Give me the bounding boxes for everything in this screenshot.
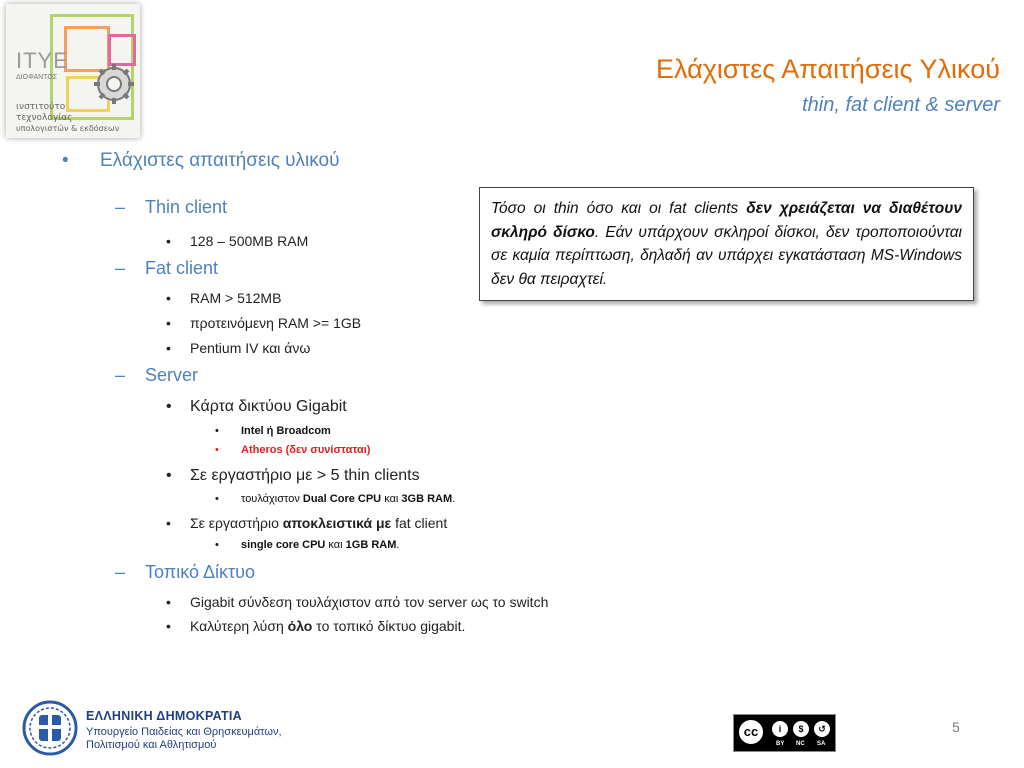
lan-heading: Τοπικό Δίκτυο (145, 562, 255, 582)
logo-line-1: ινστιτούτο (16, 102, 66, 112)
server-lab5: Σε εργαστήριο με > 5 thin clients (190, 467, 420, 484)
main-bullet-text: Ελάχιστες απαιτήσεις υλικού (100, 150, 340, 171)
sharealike-icon: ↺ (812, 719, 832, 739)
server-nic-ok: Intel ή Broadcom (241, 425, 331, 437)
note-box (479, 187, 974, 301)
cpu-spec: Dual Core CPU (302, 493, 382, 505)
note-bold: δεν χρειάζεται να διαθέτουν σκληρό δίσκο (491, 200, 962, 241)
text-and: και (381, 493, 402, 505)
attribution-icon: i (770, 719, 790, 739)
slide-title: Ελάχιστες Απαιτήσεις Υλικού (656, 54, 1000, 84)
thin-ram: 128 – 500MB RAM (190, 233, 309, 249)
license-label-sa: SA (817, 741, 826, 747)
noncommercial-icon: $ (791, 719, 811, 739)
footer-org: ΕΛΛΗΝΙΚΗ ΔΗΜΟΚΡΑΤΙΑ (86, 709, 243, 723)
server-nic-bad: Atheros (δεν συνίσταται) (241, 444, 371, 456)
cc-icon: cc (737, 718, 765, 746)
lan-item-2 (190, 618, 465, 634)
text-end: . (396, 539, 400, 551)
bullet-dot: • (215, 539, 219, 551)
server-labfat (190, 515, 447, 531)
bullet-dot: • (215, 493, 219, 505)
note-text-1: Τόσο οι thin όσο και οι fat clients (491, 200, 747, 217)
ministry-line-1: Υπουργείο Παιδείας και Θρησκευμάτων, (86, 726, 282, 738)
server-labfat-sub (241, 539, 399, 551)
thin-client-heading: Thin client (145, 197, 228, 217)
bullet-dot: • (215, 425, 219, 437)
cpu-spec: single core CPU (241, 539, 326, 551)
bullet-dot: • (166, 340, 171, 356)
license-label-nc: NC (796, 741, 805, 747)
fat-client-heading: Fat client (145, 258, 219, 278)
text-suffix: το τοπικό δίκτυο gigabit. (312, 618, 466, 634)
bullet-dot: • (166, 515, 171, 531)
logo-name-small: ΔΙΟΦΑΝΤΟΣ (16, 74, 58, 81)
logo-line-2: τεχνολογίας (16, 113, 73, 123)
license-label-by: BY (776, 741, 785, 747)
bullet-dot: • (166, 315, 171, 331)
fat-ram-min: RAM > 512MB (190, 290, 282, 306)
note-text-2: . Εάν υπάρχουν σκληροί δίσκοι, δεν τροποποιούνται σε καμία περίπτωση, δηλαδή αν υπάρχει εγκατάσταση MS-Windows δεν θα πειραχτεί. (491, 223, 962, 288)
bullet-dot: • (166, 467, 172, 484)
text-end: . (452, 493, 456, 505)
fat-cpu: Pentium IV και άνω (190, 340, 311, 356)
logo-line-3: υπολογιστών & εκδόσεων (16, 124, 120, 133)
text-suffix: fat client (391, 515, 448, 531)
server-lab5-sub (241, 493, 455, 505)
dash-marker: – (115, 258, 126, 278)
bullet-dot: • (166, 594, 171, 610)
text-and: και (325, 539, 346, 551)
dash-marker: – (115, 365, 126, 385)
page-number: 5 (952, 719, 960, 735)
text-bold: όλο (287, 618, 313, 634)
logo-acronym: ITYE (16, 48, 69, 73)
creative-commons-license-badge[interactable] (733, 714, 836, 752)
bullet-dot: • (166, 290, 171, 306)
hellenic-republic-emblem-icon (22, 700, 78, 756)
text-prefix: τουλάχιστον (241, 493, 303, 505)
ministry-line-2: Πολιτισμού και Αθλητισμού (86, 739, 217, 751)
bullet-dot: • (215, 444, 219, 456)
slide-subtitle: thin, fat client & server (802, 94, 1000, 116)
bullet-dot: • (62, 150, 69, 171)
text-bold: αποκλειστικά με (282, 515, 392, 531)
server-nic: Κάρτα δικτύου Gigabit (190, 398, 347, 415)
text-prefix: Σε εργαστήριο (190, 515, 283, 531)
ram-spec: 3GB RAM (401, 493, 453, 505)
fat-ram-recommended: προτεινόμενη RAM >= 1GB (190, 315, 362, 331)
institute-logo (6, 4, 140, 138)
dash-marker: – (115, 197, 126, 217)
server-heading: Server (145, 365, 199, 385)
bullet-dot: • (166, 398, 172, 415)
gear-icon (92, 62, 136, 106)
bullet-dot: • (166, 618, 171, 634)
lan-item-1: Gigabit σύνδεση τουλάχιστον από τον server ως το switch (190, 594, 549, 610)
ram-spec: 1GB RAM (345, 539, 397, 551)
footer-ministry (86, 726, 282, 752)
text-prefix: Καλύτερη λύση (190, 618, 288, 634)
dash-marker: – (115, 562, 126, 582)
bullet-dot: • (166, 233, 171, 249)
